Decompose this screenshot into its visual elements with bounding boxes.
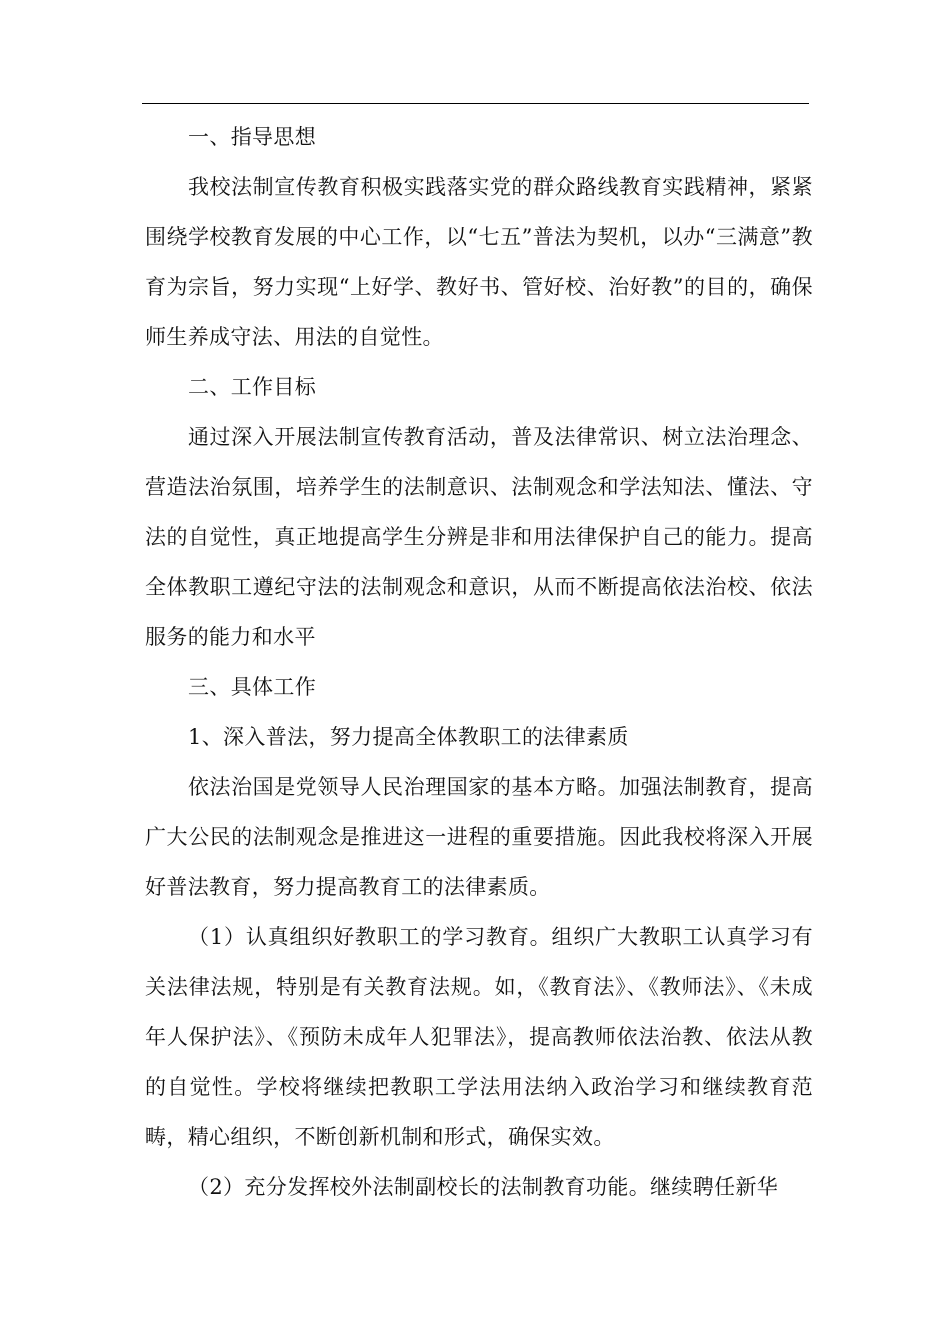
subheading-legal-popularization: 1、深入普法，努力提高全体教职工的法律素质: [188, 725, 629, 749]
paragraph-rule-of-law: 依法治国是党领导人民治理国家的基本方略。加强法制教育，提高广大公民的法制观念是推进这一进程的重要措施。因此我校将深入开展好普法教育，努力提高教育工的法律素质。: [145, 775, 813, 899]
paragraph-item-1-staff-education: （1）认真组织好教职工的学习教育。组织广大教职工认真学习有关法律法规，特别是有关教育法规。如，《教育法》、《教师法》、《未成年人保护法》、《预防未成年人犯罪法》，提高教师依法治教、依法从教的自觉性。学校将继续把教职工学法用法纳入政治学习和继续教育范畴，精心组织，不断创新机制和形式，确保实效。: [145, 925, 813, 1149]
section-heading-work-goals: 二、工作目标: [188, 375, 317, 399]
header-rule: [142, 103, 809, 104]
section-heading-guiding-ideology: 一、指导思想: [188, 125, 317, 149]
section-heading-specific-work: 三、具体工作: [188, 675, 317, 699]
paragraph-guiding-ideology: 我校法制宣传教育积极实践落实党的群众路线教育实践精神，紧紧围绕学校教育发展的中心工作，以“七五”普法为契机，以办“三满意”教育为宗旨，努力实现“上好学、教好书、管好校、治好教”的目的，确保师生养成守法、用法的自觉性。: [145, 175, 813, 349]
document-body: [145, 112, 813, 1212]
paragraph-item-2-vice-principal: （2）充分发挥校外法制副校长的法制教育功能。继续聘任新华: [188, 1175, 779, 1199]
paragraph-work-goals: 通过深入开展法制宣传教育活动，普及法律常识、树立法治理念、营造法治氛围，培养学生的法制意识、法制观念和学法知法、懂法、守法的自觉性，真正地提高学生分辨是非和用法律保护自己的能力。提高全体教职工遵纪守法的法制观念和意识，从而不断提高依法治校、依法服务的能力和水平: [145, 425, 813, 649]
